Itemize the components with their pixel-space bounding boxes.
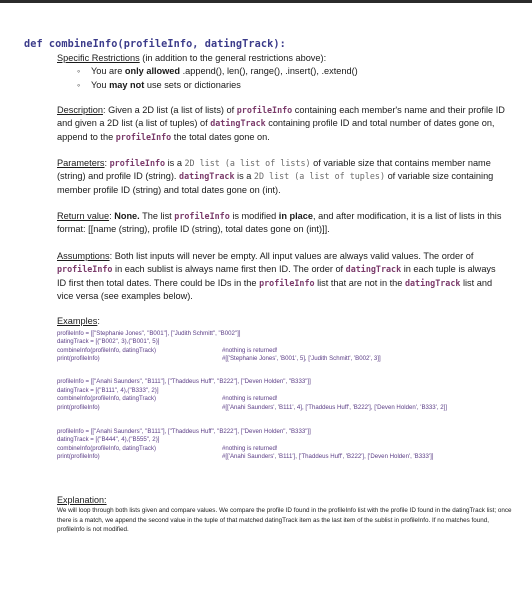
description-section xyxy=(57,104,507,144)
restrictions-heading-rest: (in addition to the general restrictions above): xyxy=(139,53,327,63)
text: , and after modification, it is a list of lists in this format: [[name (string), profile ID (string), total dates gone on (int)]]. xyxy=(57,211,502,235)
text: in each sublist is always name first then ID. The order of xyxy=(112,264,346,275)
assumptions-label: Assumptions xyxy=(57,251,110,261)
code-term: profileInfo xyxy=(109,158,166,168)
code-comment: #[['Anahi Saunders', 'B111', 4], ['Thaddeus Huff', 'B222'], ['Deven Holden', 'B333', 2]] xyxy=(222,404,448,411)
assumptions-section xyxy=(57,250,507,304)
text: : xyxy=(104,495,107,505)
restrictions-list xyxy=(57,65,507,92)
code-term: datingTrack xyxy=(345,264,402,275)
text: : xyxy=(104,158,110,168)
restrictions-heading: Specific Restrictions xyxy=(57,53,140,63)
function-signature: def combineInfo(profileInfo, datingTrack): xyxy=(24,39,286,50)
description-label: Description xyxy=(57,105,103,115)
text: The list xyxy=(139,211,175,221)
text: containing each member's name and their profile ID and given a 2D list (a list of tuples) of xyxy=(57,105,505,129)
code-line: profileInfo = [["Anahi Saunders", "B111"], ["Thaddeus Huff", "B222"], ["Deven Holden", "B333"]] xyxy=(57,428,311,435)
code-line: datingTrack = [("B002", 3),("B001", 5)] xyxy=(57,338,160,345)
code-term: datingTrack xyxy=(210,118,266,129)
text: of variable size containing member profile ID (string) and total dates gone on (int). xyxy=(57,171,494,195)
explanation-text: We will loop through both lists given and compare values. We compare the profile ID found in the profileInfo list with the profile ID found in the datingTrack list; once there is a match, we append the second value in the tuple of that matched datingTrack item as the last item of the sublist in profileInfo. If no matches found, profileInfo is not modified. xyxy=(57,507,512,534)
code-term: profileInfo xyxy=(174,211,230,221)
text: You are xyxy=(91,66,125,77)
code-line: print(profileInfo) xyxy=(57,355,100,362)
code-type: 2D list (a list of lists) xyxy=(184,158,311,168)
code-comment: #[['Stephanie Jones', 'B001', 5], ['Judith Schmitt', 'B002', 3]] xyxy=(222,355,381,362)
text: use sets or dictionaries xyxy=(144,79,241,90)
code-line: print(profileInfo) xyxy=(57,453,100,460)
code-term: datingTrack xyxy=(179,171,235,182)
code-comment: #nothing is returned! xyxy=(222,347,278,354)
parameters-label: Parameters xyxy=(57,158,105,168)
code-term: profileInfo xyxy=(259,277,315,288)
code-line: combineInfo(profileInfo, datingTrack) xyxy=(57,445,157,452)
code-type: 2D list (a list of tuples) xyxy=(253,171,386,182)
code-term: datingTrack xyxy=(404,277,461,288)
bold-text: only allowed xyxy=(124,66,181,77)
text: .append(), len(), range(), .insert(), .extend() xyxy=(180,66,358,77)
text: list that are not in the xyxy=(314,277,405,288)
code-line: combineInfo(profileInfo, datingTrack) xyxy=(57,395,157,402)
code-term: profileInfo xyxy=(236,105,293,115)
text: containing profile ID and total number of dates gone on, append to the xyxy=(57,118,495,142)
examples-label: Examples xyxy=(57,316,98,326)
text: : xyxy=(109,211,115,221)
text: : Both list inputs will never be empty. All input values are always valid values. The order of xyxy=(109,251,474,261)
explanation-heading xyxy=(57,496,512,505)
text: You xyxy=(91,79,110,90)
text: is a xyxy=(234,171,254,182)
top-border xyxy=(0,0,532,3)
code-line: combineInfo(profileInfo, datingTrack) xyxy=(57,347,157,354)
code-comment: #[['Anahi Saunders', 'B111'], ['Thaddeus Huff', 'B222'], ['Deven Holden', 'B333']] xyxy=(222,453,434,460)
code-line: profileInfo = [["Anahi Saunders", "B111"], ["Thaddeus Huff", "B222"], ["Deven Holden", "B333"]] xyxy=(57,378,311,385)
bold-text: in place xyxy=(278,211,314,221)
examples-heading xyxy=(57,315,507,328)
text: : xyxy=(97,316,100,326)
code-line: print(profileInfo) xyxy=(57,404,100,411)
code-comment: #nothing is returned! xyxy=(222,445,278,452)
code-comment: #nothing is returned! xyxy=(222,395,278,402)
list-item xyxy=(91,65,507,78)
code-line: datingTrack = [("B111", 4),("B333", 2)] xyxy=(57,387,159,394)
text: the total dates gone on. xyxy=(171,131,270,142)
code-line: datingTrack = [("B444", 4),("B555", 2)] xyxy=(57,436,160,443)
text: in each tuple is always ID first then total dates. There could be IDs in the xyxy=(57,264,496,288)
return-value-label: Return value xyxy=(57,211,110,221)
explanation-label: Explanation xyxy=(57,495,105,505)
code-term: profileInfo xyxy=(115,131,172,142)
text: is a xyxy=(165,158,185,168)
text: is modified xyxy=(229,211,279,221)
bold-text: may not xyxy=(109,79,145,90)
text: : Given a 2D list (a list of lists) of xyxy=(102,105,237,115)
restrictions-section xyxy=(57,52,507,92)
explanation-section xyxy=(57,496,512,535)
list-item xyxy=(91,79,507,92)
text: list and vice versa (see examples below). xyxy=(57,277,493,302)
code-term: profileInfo xyxy=(57,264,113,275)
bold-text: None. xyxy=(114,211,140,221)
parameters-section xyxy=(57,157,507,197)
text: of variable size that contains member name (string) and profile ID (string). xyxy=(57,158,491,182)
code-line: profileInfo = [["Stephanie Jones", "B001"], ["Judith Schmitt", "B002"]] xyxy=(57,330,241,337)
return-value-section xyxy=(57,210,507,237)
